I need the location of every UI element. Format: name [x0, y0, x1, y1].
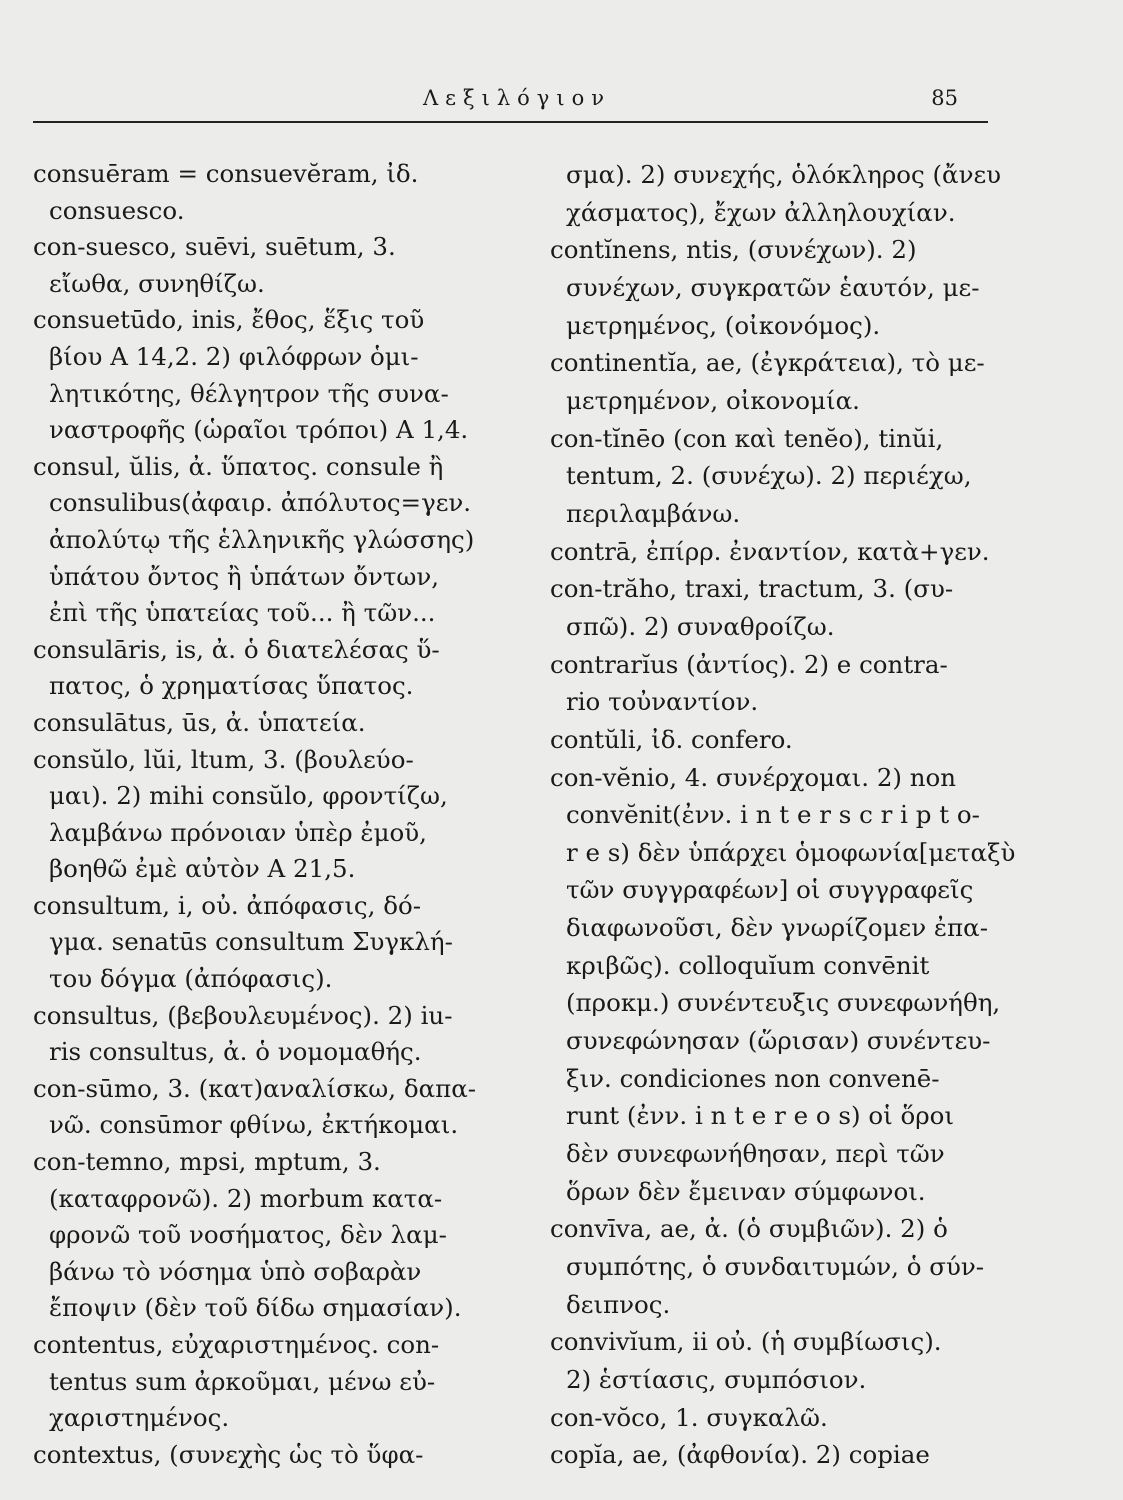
entry-headword-line: consulāris, is, ἀ. ὁ διατελέσας ὕ-: [33, 634, 440, 664]
entry-continuation-line: λαμβάνω πρόνοιαν ὑπὲρ ἐμοῦ,: [49, 817, 427, 847]
entry-headword-line: convivĭum, ii οὐ. (ἡ συμβίωσις).: [550, 1327, 942, 1357]
entry-headword-line: con-suesco, suēvi, suētum, 3.: [33, 232, 396, 262]
entry-continuation-line: μετρημένος, (οἰκονόμος).: [566, 310, 881, 340]
entry-continuation-line: r e s) δὲν ὑπάρχει ὁμοφωνία[μεταξὺ: [566, 837, 1016, 867]
entry-continuation-line: κριβῶς). colloquĭum convēnit: [566, 950, 930, 980]
entry-continuation-line: νῶ. consūmor φθίνω, ἐκτήκομαι.: [49, 1110, 459, 1140]
entry-headword-line: con-tĭnēo (con καὶ tenĕo), tinŭi,: [550, 423, 944, 453]
entry-continuation-line: τῶν συγγραφέων] οἱ συγγραφεῖς: [566, 875, 974, 905]
entry-continuation-line: σμα). 2) συνεχής, ὁλόκληρος (ἄνευ: [566, 160, 1002, 189]
entry-continuation-line: χάσματος), ἔχων ἀλληλουχίαν.: [566, 197, 956, 227]
entry-continuation-line: ὑπάτου ὄντος ἢ ὑπάτων ὄντων,: [49, 561, 440, 591]
entry-continuation-line: runt (ἐνν. i n t e r e o s) οἱ ὅροι: [566, 1101, 954, 1131]
entry-headword-line: continentĭa, ae, (ἐγκράτεια), τὸ με-: [550, 348, 985, 378]
entry-continuation-line: rio τοὐναντίον.: [566, 687, 759, 717]
entry-continuation-line: φρονῶ τοῦ νοσήματος, δὲν λαμ-: [49, 1220, 447, 1250]
left-column: [33, 156, 523, 1473]
entry-headword-line: contextus, (συνεχὴς ὡς τὸ ὕφα-: [33, 1439, 424, 1469]
entry-headword-line: contŭli, ἰδ. confero.: [550, 724, 793, 754]
entry-headword-line: convīva, ae, ἀ. (ὁ συμβιῶν). 2) ὁ: [550, 1214, 948, 1244]
entry-headword-line: contrā, ἐπίρρ. ἐναντίον, κατὰ+γεν.: [550, 536, 990, 566]
entry-continuation-line: δειπνος.: [566, 1289, 671, 1319]
entry-headword-line: consultum, i, οὐ. ἀπόφασις, δό-: [33, 890, 422, 920]
entry-continuation-line: consulibus(ἀφαιρ. ἀπόλυτος=γεν.: [49, 488, 472, 518]
entry-continuation-line: ἔποψιν (δὲν τοῦ δίδω σημασίαν).: [49, 1293, 462, 1323]
entry-headword-line: consulātus, ūs, ἀ. ὑπατεία.: [33, 707, 366, 737]
entry-continuation-line: tentus sum ἀρκοῦμαι, μένω εὐ-: [49, 1366, 436, 1396]
entry-continuation-line: ὅρων δὲν ἔμειναν σύμφωνοι.: [566, 1176, 926, 1206]
entry-headword-line: consul, ŭlis, ἀ. ὕπατος. consule ἢ: [33, 451, 444, 481]
entry-continuation-line: βοηθῶ ἐμὲ αὐτὸν A 21,5.: [49, 854, 356, 884]
entry-continuation-line: χαριστημένος.: [49, 1403, 230, 1433]
entry-continuation-line: μαι). 2) mihi consŭlo, φροντίζω,: [49, 781, 448, 811]
right-column: [550, 156, 1020, 1474]
entry-continuation-line: ἀπολύτῳ τῆς ἑλληνικῆς γλώσσης): [49, 524, 475, 554]
entry-continuation-line: συμπότης, ὁ συνδαιτυμών, ὁ σύν-: [566, 1252, 985, 1282]
entry-continuation-line: λητικότης, θέλγητρον τῆς συνα-: [49, 378, 449, 408]
entry-headword-line: con-vŏco, 1. συγκαλῶ.: [550, 1402, 828, 1432]
entry-headword-line: contentus, εὐχαριστημένος. con-: [33, 1330, 440, 1359]
entry-continuation-line: του δόγμα (ἀπόφασις).: [49, 964, 333, 994]
entry-continuation-line: πατος, ὁ χρηματίσας ὕπατος.: [49, 671, 414, 701]
running-title: Λεξιλόγιον: [423, 86, 611, 110]
entry-continuation-line: convĕnit(ἐνν. i n t e r s c r i p t o-: [566, 800, 980, 830]
entry-headword-line: contrarĭus (ἀντίος). 2) e contra-: [550, 649, 948, 679]
header-rule: [33, 121, 988, 123]
page-header: [33, 84, 988, 120]
entry-headword-line: consultus, (βεβουλευμένος). 2) iu-: [33, 1000, 453, 1030]
entry-headword-line: copĭa, ae, (ἀφθονία). 2) copiae: [550, 1440, 930, 1470]
entry-continuation-line: ξιν. condiciones non convenē-: [566, 1063, 940, 1093]
entry-headword-line: con-sūmo, 3. (κατ)αναλίσκω, δαπα-: [33, 1073, 477, 1103]
entry-continuation-line: περιλαμβάνω.: [566, 498, 741, 528]
entry-continuation-line: μετρημένον, οἰκονομία.: [566, 385, 860, 415]
entry-continuation-line: δὲν συνεφωνήθησαν, περὶ τῶν: [566, 1139, 945, 1169]
entry-continuation-line: ris consultus, ἀ. ὁ νομομαθής.: [49, 1037, 422, 1067]
entry-continuation-line: συνεφώνησαν (ὥρισαν) συνέντευ-: [566, 1026, 991, 1056]
entry-headword-line: con-temno, mpsi, mptum, 3.: [33, 1147, 381, 1177]
page-number: 85: [931, 86, 958, 110]
entry-continuation-line: 2) ἑστίασις, συμπόσιον.: [566, 1365, 867, 1394]
entry-continuation-line: διαφωνοῦσι, δὲν γνωρίζομεν ἐπα-: [566, 913, 988, 943]
entry-headword-line: con-trăho, traxi, tractum, 3. (συ-: [550, 574, 954, 604]
entry-continuation-line: consuesco.: [49, 195, 185, 225]
entry-headword-line: consŭlo, lŭi, ltum, 3. (βουλεύο-: [33, 744, 414, 774]
entry-headword-line: consuēram = consuevĕram, ἰδ.: [33, 159, 419, 188]
entry-continuation-line: γμα. senatūs consultum Συγκλή-: [49, 927, 453, 957]
entry-continuation-line: tentum, 2. (συνέχω). 2) περιέχω,: [566, 461, 972, 491]
entry-continuation-line: σπῶ). 2) συναθροίζω.: [566, 611, 835, 641]
entry-headword-line: con-vĕnio, 4. συνέρχομαι. 2) non: [550, 762, 957, 792]
entry-continuation-line: ναστροφῆς (ὡραῖοι τρόποι) A 1,4.: [49, 415, 469, 445]
entry-continuation-line: εἴωθα, συνηθίζω.: [49, 268, 265, 298]
entry-headword-line: contĭnens, ntis, (συνέχων). 2): [550, 235, 917, 265]
entry-continuation-line: βάνω τὸ νόσημα ὑπὸ σοβαρὰν: [49, 1256, 422, 1286]
entry-headword-line: consuetūdo, inis, ἔθος, ἕξις τοῦ: [33, 305, 425, 335]
entry-continuation-line: (προκμ.) συνέντευξις συνεφωνήθη,: [566, 988, 1001, 1018]
entry-continuation-line: βίου A 14,2. 2) φιλόφρων ὁμι-: [49, 341, 419, 371]
entry-continuation-line: ἐπὶ τῆς ὑπατείας τοῦ... ἢ τῶν...: [49, 598, 436, 628]
entry-continuation-line: (καταφρονῶ). 2) morbum κατα-: [49, 1183, 443, 1213]
entry-continuation-line: συνέχων, συγκρατῶν ἑαυτόν, με-: [566, 272, 980, 302]
